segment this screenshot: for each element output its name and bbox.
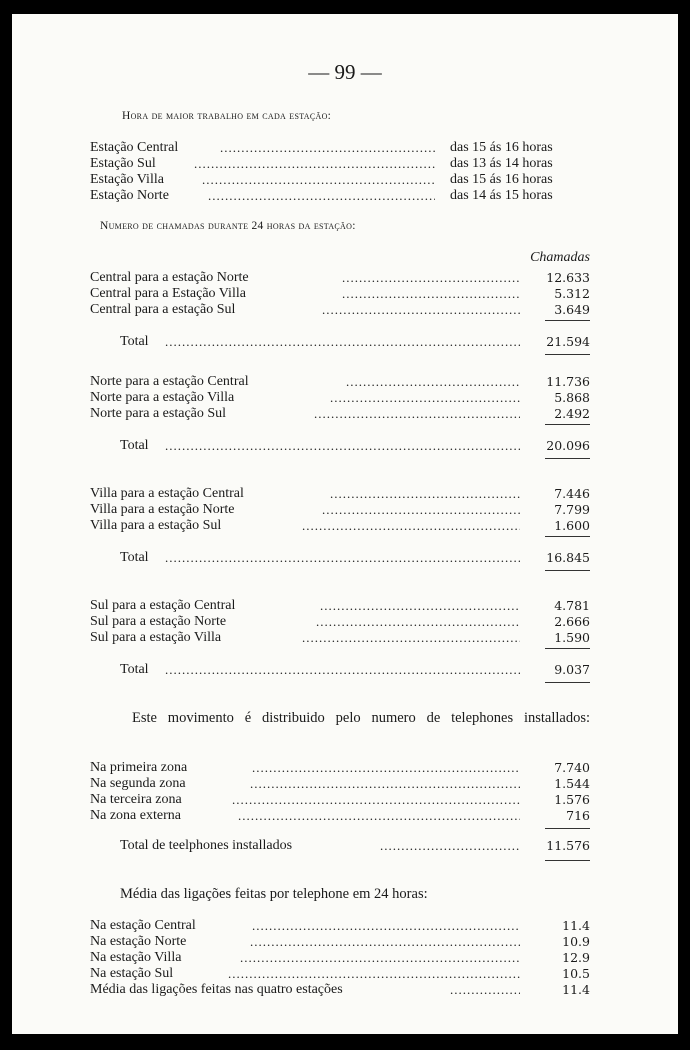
- zones-list: [90, 760, 590, 824]
- dot-leader: [342, 270, 520, 286]
- sum-rule: [545, 828, 590, 829]
- row-value: 1.600: [554, 518, 590, 533]
- average-row: [90, 982, 590, 998]
- row-value: 7.740: [554, 760, 590, 775]
- dot-leader: [202, 172, 435, 188]
- row-label: Sul para a estação Villa: [90, 630, 222, 645]
- row-label: Na segunda zona: [90, 776, 186, 791]
- dot-leader: [165, 438, 520, 454]
- hours-row-sul: [90, 156, 590, 172]
- zone-row: [90, 760, 590, 776]
- dot-leader: [342, 286, 520, 302]
- dot-leader: [380, 838, 520, 854]
- row-value: 716: [566, 808, 590, 823]
- row-label: Sul para a estação Norte: [90, 614, 227, 629]
- average-row: [90, 918, 590, 934]
- row-value: das 15 ás 16 horas: [450, 172, 553, 187]
- dot-leader: [346, 374, 520, 390]
- average-row: [90, 934, 590, 950]
- row-value: 7.446: [554, 486, 590, 501]
- total-value: 11.576: [546, 838, 590, 853]
- row-label: Na zona externa: [90, 808, 181, 823]
- calls-total-sul: [90, 662, 590, 678]
- calls-row: [90, 518, 590, 534]
- row-label: Sul para a estação Central: [90, 598, 236, 613]
- row-value: 10.9: [562, 934, 590, 949]
- calls-group-central: [90, 270, 590, 318]
- row-value: das 13 ás 14 horas: [450, 156, 553, 171]
- calls-total-villa: [90, 550, 590, 566]
- row-value: 7.799: [554, 502, 590, 517]
- calls-row: [90, 270, 590, 286]
- calls-row: [90, 286, 590, 302]
- row-label: Norte para a estação Villa: [90, 390, 235, 405]
- total-value: 21.594: [546, 334, 590, 349]
- sum-rule: [545, 682, 590, 683]
- row-label: Central para a estação Norte: [90, 270, 249, 285]
- row-label: Estação Villa: [90, 172, 164, 187]
- dot-leader: [330, 486, 520, 502]
- row-value: 10.5: [562, 966, 590, 981]
- row-label: Norte para a estação Central: [90, 374, 249, 389]
- total-value: 9.037: [554, 662, 590, 677]
- paragraph-text: Este movimento é distribuido pelo numero de telephones installados:: [132, 710, 590, 726]
- calls-row: [90, 630, 590, 646]
- calls-group-villa: [90, 486, 590, 534]
- sum-rule: [545, 458, 590, 459]
- row-label: Na estação Central: [90, 918, 196, 933]
- hours-row-central: [90, 140, 590, 156]
- dot-leader: [194, 156, 435, 172]
- dot-leader: [330, 390, 520, 406]
- total-label: Total: [120, 438, 149, 453]
- dot-leader: [316, 614, 520, 630]
- dot-leader: [240, 950, 520, 966]
- row-value: 2.492: [554, 406, 590, 421]
- row-value: 1.590: [554, 630, 590, 645]
- dot-leader: [250, 776, 520, 792]
- sum-rule: [545, 424, 590, 425]
- dot-leader: [450, 982, 520, 998]
- hours-row-villa: [90, 172, 590, 188]
- total-value: 20.096: [546, 438, 590, 453]
- row-value: 5.312: [554, 286, 590, 301]
- row-label: Na estação Norte: [90, 934, 187, 949]
- dot-leader: [322, 302, 520, 318]
- average-row: [90, 966, 590, 982]
- row-label: Na estação Villa: [90, 950, 182, 965]
- dot-leader: [165, 550, 520, 566]
- row-value: 11.736: [546, 374, 590, 389]
- sum-rule: [545, 354, 590, 355]
- row-label: Na primeira zona: [90, 760, 188, 775]
- sum-rule: [545, 648, 590, 649]
- paragraph-average: Média das ligações feitas por telephone em 24 horas:: [120, 886, 428, 902]
- row-value: 12.9: [562, 950, 590, 965]
- dot-leader: [228, 966, 520, 982]
- total-row: [90, 438, 590, 454]
- dot-leader: [232, 792, 520, 808]
- calls-row: [90, 302, 590, 318]
- dot-leader: [302, 630, 520, 646]
- row-label: Média das ligações feitas nas quatro estações: [90, 982, 343, 997]
- calls-row: [90, 390, 590, 406]
- row-value: das 14 ás 15 horas: [450, 188, 553, 203]
- total-value: 16.845: [546, 550, 590, 565]
- calls-column-header: Chamadas: [530, 250, 590, 265]
- row-label: Central para a Estação Villa: [90, 286, 246, 301]
- row-value: 2.666: [554, 614, 590, 629]
- calls-group-norte: [90, 374, 590, 422]
- document-page: [12, 14, 678, 1034]
- zone-row: [90, 792, 590, 808]
- paragraph-distribution: [90, 710, 590, 727]
- zones-total: [90, 838, 590, 854]
- row-value: 3.649: [554, 302, 590, 317]
- row-value: 5.868: [554, 390, 590, 405]
- calls-total-norte: [90, 438, 590, 454]
- dot-leader: [165, 334, 520, 350]
- row-value: 11.4: [562, 918, 590, 933]
- averages-list: [90, 918, 590, 998]
- dot-leader: [252, 760, 520, 776]
- average-row: [90, 950, 590, 966]
- dot-leader: [320, 598, 520, 614]
- heading-calls: Numero de chamadas durante 24 horas da estação:: [100, 220, 356, 232]
- row-label: Estação Norte: [90, 188, 169, 203]
- busiest-hours-list: [90, 140, 590, 204]
- zone-row: [90, 776, 590, 792]
- hours-row-norte: [90, 188, 590, 204]
- sum-rule: [545, 320, 590, 321]
- dot-leader: [250, 934, 520, 950]
- calls-row: [90, 598, 590, 614]
- calls-total-central: [90, 334, 590, 350]
- total-row: [90, 838, 590, 854]
- row-label: Na terceira zona: [90, 792, 182, 807]
- row-value: 12.633: [546, 270, 590, 285]
- zone-row: [90, 808, 590, 824]
- row-label: Estação Sul: [90, 156, 156, 171]
- dot-leader: [314, 406, 520, 422]
- row-label: Estação Central: [90, 140, 179, 155]
- sum-rule: [545, 860, 590, 861]
- heading-busiest-hours: Hora de maior trabalho em cada estação:: [122, 110, 332, 122]
- dot-leader: [238, 808, 520, 824]
- row-value: 4.781: [554, 598, 590, 613]
- calls-row: [90, 406, 590, 422]
- calls-group-sul: [90, 598, 590, 646]
- total-label: Total: [120, 550, 149, 565]
- page-number: — 99 —: [308, 60, 382, 84]
- row-label: Villa para a estação Norte: [90, 502, 235, 517]
- total-row: [90, 662, 590, 678]
- total-label: Total: [120, 662, 149, 677]
- dot-leader: [165, 662, 520, 678]
- dot-leader: [208, 188, 435, 204]
- row-value: 11.4: [562, 982, 590, 997]
- dot-leader: [302, 518, 520, 534]
- row-label: Villa para a estação Central: [90, 486, 244, 501]
- calls-row: [90, 502, 590, 518]
- row-value: 1.576: [554, 792, 590, 807]
- sum-rule: [545, 536, 590, 537]
- total-label: Total: [120, 334, 149, 349]
- dot-leader: [322, 502, 520, 518]
- sum-rule: [545, 570, 590, 571]
- row-label: Villa para a estação Sul: [90, 518, 222, 533]
- row-value: 1.544: [554, 776, 590, 791]
- dot-leader: [220, 140, 435, 156]
- calls-row: [90, 486, 590, 502]
- total-row: [90, 334, 590, 350]
- row-value: das 15 ás 16 horas: [450, 140, 553, 155]
- row-label: Norte para a estação Sul: [90, 406, 227, 421]
- row-label: Na estação Sul: [90, 966, 174, 981]
- total-row: [90, 550, 590, 566]
- row-label: Central para a estação Sul: [90, 302, 236, 317]
- calls-row: [90, 614, 590, 630]
- total-label: Total de teelphones installados: [120, 838, 293, 853]
- calls-row: [90, 374, 590, 390]
- dot-leader: [252, 918, 520, 934]
